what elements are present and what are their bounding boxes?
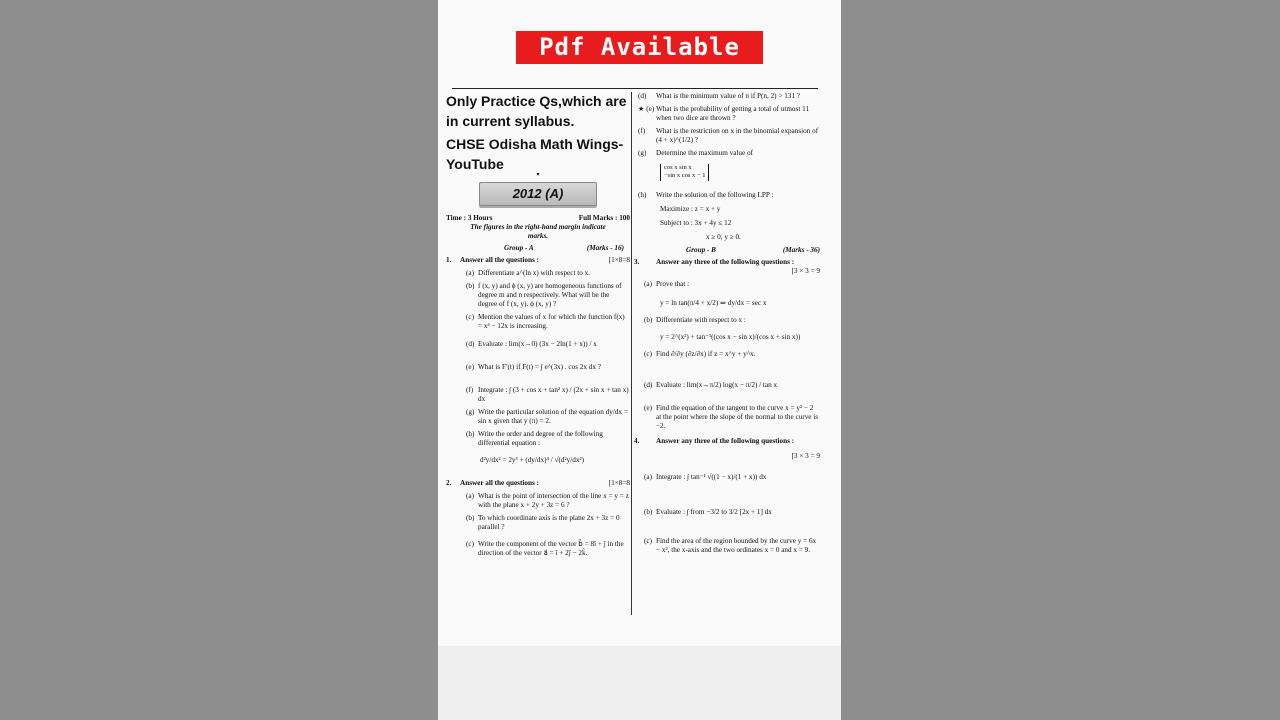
group-b-title: Group - B bbox=[686, 245, 716, 254]
group-a-heading bbox=[446, 244, 630, 253]
q2-item-b: (b) To which coordinate axis is the plane 2x + 3z = 0 parallel ? bbox=[466, 513, 620, 531]
q1-marks: [1×8=8 bbox=[608, 255, 630, 264]
q1-item-a: (a) Differentiate a^(ln x) with respect to x. bbox=[466, 268, 591, 277]
q1-number: 1. bbox=[446, 255, 452, 264]
q2-g-determinant: cos x sin x −sin x cos x − 1 bbox=[660, 164, 709, 181]
group-a-title: Group - A bbox=[504, 243, 534, 252]
q2-item-h: (h) Write the solution of the following LPP : bbox=[638, 190, 774, 199]
q3-b-equation: y = 2^(x²) + tan⁻¹((cos x − sin x)/(cos x + sin x)) bbox=[660, 332, 801, 341]
q4-item-a: (a) Integrate : ∫ tan⁻¹ √((1 − x)/(1 + x)) dx bbox=[644, 472, 767, 481]
q3-item-d: (d) Evaluate : lim(x→π/2) log(x − π/2) / tan x bbox=[644, 380, 778, 389]
q1-item-f: (f) Integrate : ∫ (3 + cos x + tan² x) / (2x + sin x + tan x) dx bbox=[466, 385, 629, 403]
document-page bbox=[438, 0, 841, 720]
q2-item-g: (g) Determine the maximum value of bbox=[638, 149, 753, 157]
q4-number: 4. bbox=[634, 436, 640, 445]
lpp-subject-to: Subject to : 3x + 4y ≤ 12 bbox=[660, 218, 732, 227]
group-b-heading bbox=[638, 246, 820, 255]
question-4 bbox=[634, 437, 820, 461]
q3-item-c: (c) Find ∂/∂y (∂z/∂x) if z = x^y + y^x. bbox=[644, 349, 756, 358]
handwritten-note-2: CHSE Odisha Math Wings-YouTube bbox=[446, 136, 624, 172]
pdf-available-banner: Pdf Available bbox=[516, 31, 763, 64]
q1-item-b: (b) f (x, y) and ϕ (x, y) are homogeneous functions of degree m and n respectively. What will be the degree of f (x, y). ϕ (x, y) ? bbox=[466, 281, 622, 308]
top-rule bbox=[452, 88, 818, 89]
caret-mark: ▾ bbox=[536, 172, 540, 178]
q2-item-f: (f) What is the restriction on x in the binomial expansion of (4 + x)^(1/2) ? bbox=[638, 127, 819, 144]
q2-item-d: (d) What is the minimum value of n if P(n, 2) > 131 ? bbox=[638, 92, 800, 100]
q2-item-c: (c) Write the component of the vector b⃗ = 8î + ĵ in the direction of the vector a⃗ = î + 2ĵ − 2k̂. bbox=[466, 539, 624, 557]
year-label: 2012 (A) bbox=[479, 182, 597, 206]
q2-number: 2. bbox=[446, 478, 452, 487]
q4-marks: [3 × 3 = 9 bbox=[791, 451, 820, 460]
q1-item-g: (g) Write the particular solution of the equation dy/dx = sin x given that y (π) = 2. bbox=[466, 407, 628, 425]
lpp-maximize: Maximize : z = x + y bbox=[660, 204, 721, 213]
q1-h-equation: d²y/dx² = 2y³ + (dy/dx)⁴ / √(d²y/dx²) bbox=[480, 455, 584, 464]
q3-title: Answer any three of the following questions : bbox=[656, 257, 795, 266]
q2-item-e: ★ (e) What is the probability of getting a total of utmost 11 when two dice are thrown ? bbox=[638, 105, 810, 122]
q3-item-a: (a) Prove that : bbox=[644, 279, 690, 288]
q2-marks: [1×8=8 bbox=[608, 478, 630, 487]
q3-number: 3. bbox=[634, 257, 640, 266]
page-footer-area bbox=[438, 646, 841, 720]
q3-marks: [3 × 3 = 9 bbox=[791, 266, 820, 275]
q3-item-e: (e) Find the equation of the tangent to the curve x = y² − 2 at the point where the slope of the normal to the curve is −2. bbox=[644, 403, 819, 430]
q1-item-h: (h) Write the order and degree of the following differential equation : bbox=[466, 429, 603, 447]
q2-title: Answer all the questions : bbox=[460, 478, 539, 487]
left-column bbox=[446, 92, 630, 558]
q4-title: Answer any three of the following questions : bbox=[656, 436, 795, 445]
exam-note: The figures in the right-hand margin indicate marks. bbox=[470, 222, 606, 240]
q1-item-c: (c) Mention the values of x for which the function f(x) = x³ − 12x is increasing. bbox=[466, 312, 625, 330]
exam-time: Time : 3 Hours bbox=[446, 213, 493, 222]
group-b-marks: (Marks - 36) bbox=[782, 245, 820, 254]
q1-title: Answer all the questions : bbox=[460, 255, 539, 264]
question-2 bbox=[446, 479, 630, 488]
question-3 bbox=[634, 258, 820, 276]
q4-item-b: (b) Evaluate : ∫ from −3/2 to 3/2 [2x + 1] dx bbox=[644, 507, 772, 516]
exam-header bbox=[446, 214, 630, 223]
group-a-marks: (Marks - 16) bbox=[586, 243, 624, 252]
lpp-condition: x ≥ 0, y ≥ 0. bbox=[706, 232, 741, 241]
q4-item-c: (c) Find the area of the region bounded by the curve y = 6x − x², the x-axis and the two ordinates x = 0 and x = 9. bbox=[644, 536, 817, 554]
q1-item-d: (d) Evaluate : lim(x→0) (3x − 2ln(1 + x)) / x bbox=[466, 339, 597, 348]
column-divider bbox=[631, 92, 632, 615]
question-1 bbox=[446, 256, 630, 265]
q1-item-e: (e) What is F′(t) if F(t) = ∫ e^(3x) . cos 2x dx ? bbox=[466, 362, 601, 371]
handwritten-note-1: Only Practice Qs,which are in current syllabus. bbox=[446, 93, 627, 129]
q3-a-equation: y = ln tan(π/4 + x/2) ⇒ dy/dx = sec x bbox=[660, 298, 767, 307]
right-column bbox=[634, 92, 820, 555]
exam-full-marks: Full Marks : 100 bbox=[578, 213, 630, 222]
q3-item-b: (b) Differentiate with respect to x : bbox=[644, 315, 746, 324]
q2-item-a: (a) What is the point of intersection of the line x = y = z with the plane x + 2y + 3z = 6 ? bbox=[466, 491, 629, 509]
